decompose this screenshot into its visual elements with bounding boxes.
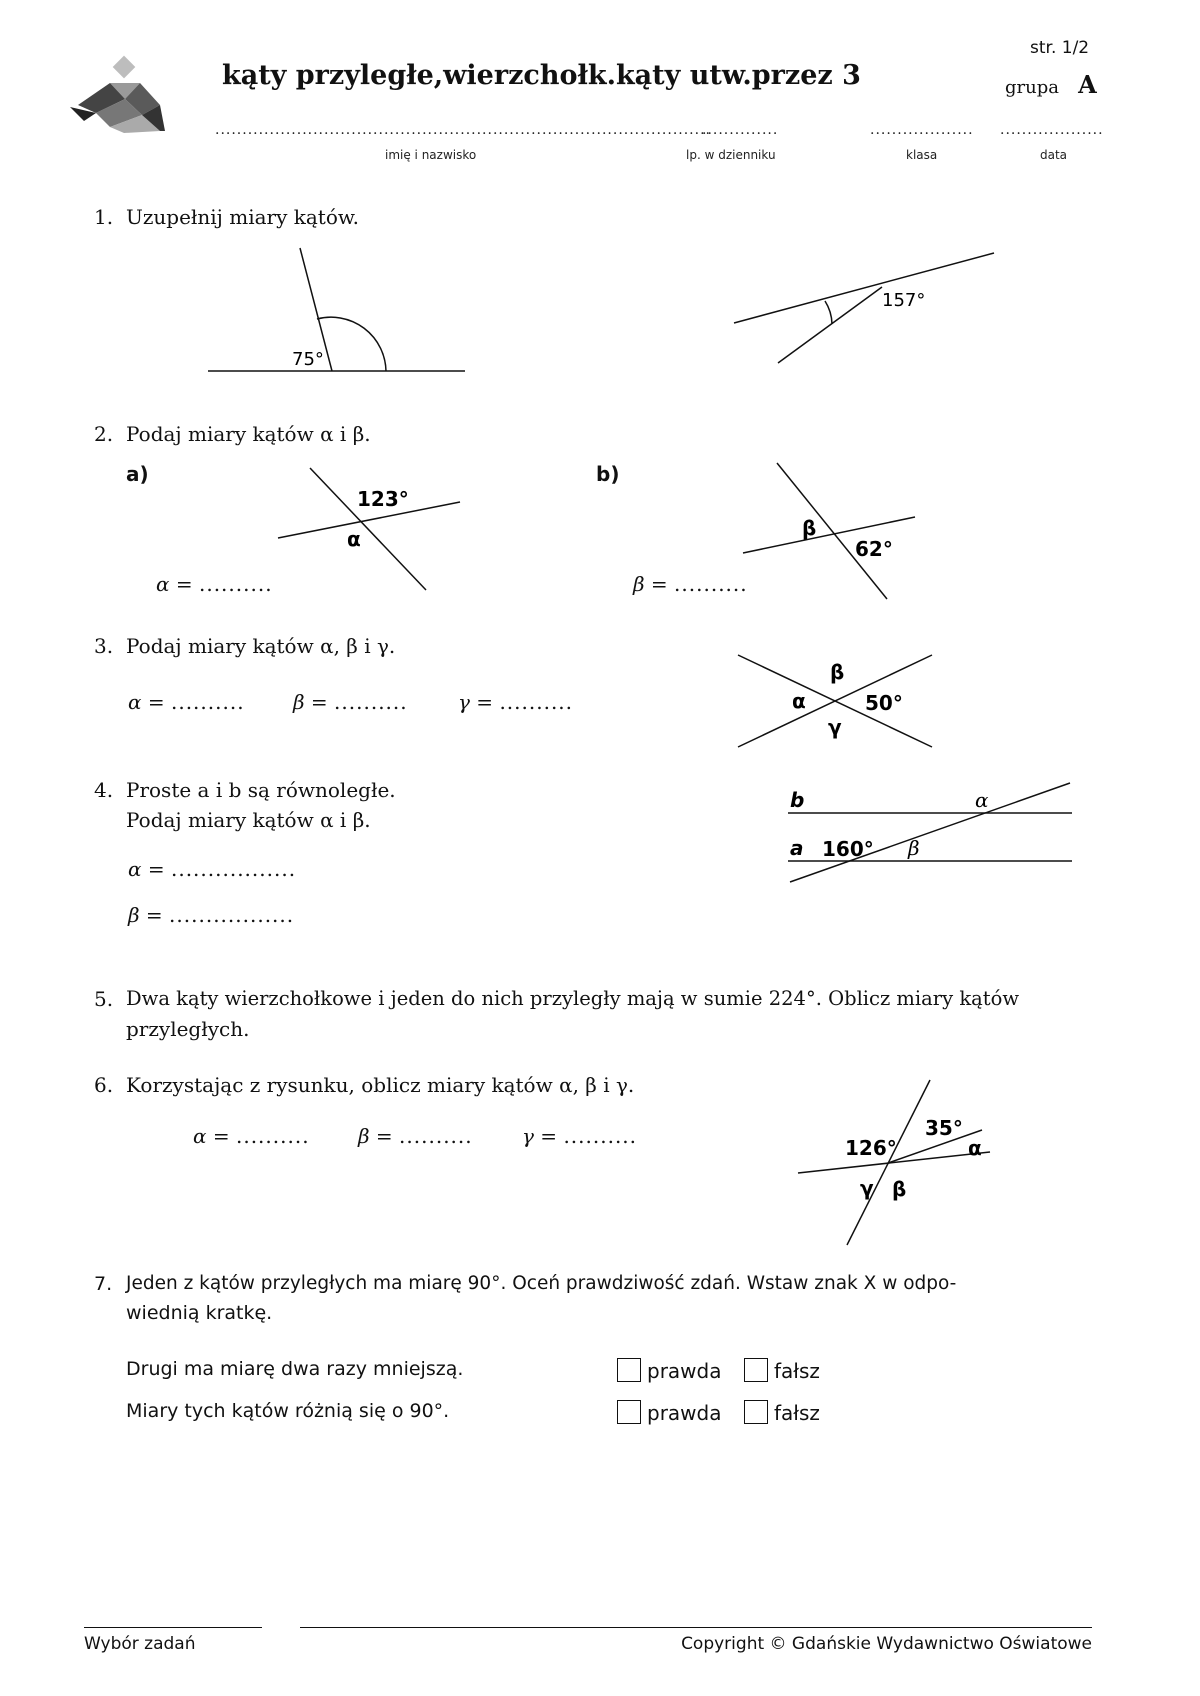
q7-text-line1: Jeden z kątów przyległych ma miarę 90°. Oceń prawdziwość zdań. Wstaw znak X w odpo- — [126, 1273, 957, 1294]
q4-alpha-blank[interactable]: ................. — [170, 857, 297, 881]
q6-alpha-eq: α = — [193, 1124, 236, 1148]
q4-alpha-symbol: α — [975, 788, 989, 812]
q2-part-b: b) — [596, 462, 620, 486]
q2-alpha-answer — [156, 572, 273, 596]
q7-s2-true-label: prawda — [647, 1401, 722, 1425]
q7-statement-2-false[interactable] — [744, 1400, 820, 1425]
q1-angle-157-label: 157° — [882, 290, 926, 311]
publisher-logo — [70, 55, 180, 145]
q6-alpha-blank[interactable]: .......... — [235, 1124, 310, 1148]
footer-rule-right — [300, 1627, 1092, 1628]
class-field-dots[interactable]: ................... — [870, 122, 974, 138]
q7-number: 7. — [94, 1273, 113, 1295]
q2-beta-answer — [633, 572, 748, 596]
q3-angle-label: 50° — [865, 691, 903, 715]
q6-alpha-symbol: α — [968, 1136, 982, 1160]
q7-statement-1-false[interactable] — [744, 1358, 820, 1383]
q4-beta-symbol: β — [908, 836, 920, 860]
q7-s2-false-label: fałsz — [774, 1401, 820, 1425]
q3-alpha-eq: α = — [128, 690, 171, 714]
q2-number: 2. — [94, 422, 114, 446]
q1-number: 1. — [94, 205, 114, 229]
q2-alpha-blank[interactable]: .......... — [198, 572, 273, 596]
q3-gamma-eq: γ = — [458, 690, 500, 714]
q7-s1-true-checkbox[interactable] — [617, 1358, 641, 1382]
q4-figure — [780, 775, 1080, 890]
q5-text-line1: Dwa kąty wierzchołkowe i jeden do nich przyległy mają w sumie 224°. Oblicz miary kątów — [126, 987, 1020, 1010]
q6-beta-symbol: β — [892, 1177, 907, 1201]
q3-figure — [730, 645, 940, 755]
q6-gamma-answer — [522, 1124, 637, 1148]
q3-gamma-answer — [458, 690, 573, 714]
group-value: A — [1078, 70, 1097, 99]
q7-statement-1-true[interactable] — [617, 1358, 721, 1383]
q6-figure — [790, 1075, 1000, 1250]
q6-beta-answer — [358, 1124, 473, 1148]
q6-gamma-blank[interactable]: .......... — [563, 1124, 638, 1148]
q3-beta-eq: β = — [293, 690, 335, 714]
q2a-alpha-symbol: α — [347, 527, 361, 551]
q7-s2-false-checkbox[interactable] — [744, 1400, 768, 1424]
q7-statement-2: Miary tych kątów różnią się o 90°. — [126, 1400, 450, 1422]
q3-alpha-answer — [128, 690, 245, 714]
q4-beta-eq: β = — [128, 903, 170, 927]
q7-statement-2-true[interactable] — [617, 1400, 721, 1425]
q3-beta-blank[interactable]: .......... — [334, 690, 408, 714]
q3-gamma-symbol: γ — [828, 715, 842, 739]
group-label — [1005, 70, 1097, 99]
q5-number: 5. — [94, 987, 114, 1011]
q1-angle-75-label: 75° — [292, 349, 324, 370]
q6-beta-eq: β = — [358, 1124, 400, 1148]
q2-alpha-eq: α = — [156, 572, 199, 596]
q6-beta-blank[interactable]: .......... — [399, 1124, 473, 1148]
q4-line-b-label: b — [790, 788, 805, 812]
q7-statement-1: Drugi ma miarę dwa razy mniejszą. — [126, 1358, 464, 1380]
q3-beta-answer — [293, 690, 408, 714]
q4-text-line1: Proste a i b są równoległe. — [126, 778, 396, 802]
q6-number: 6. — [94, 1073, 114, 1097]
q3-text: Podaj miary kątów α, β i γ. — [126, 634, 396, 658]
q2-beta-eq: β = — [633, 572, 675, 596]
q2-part-a: a) — [126, 462, 149, 486]
q6-gamma-symbol: γ — [860, 1176, 874, 1200]
q6-text: Korzystając z rysunku, oblicz miary kątów α, β i γ. — [126, 1073, 635, 1097]
q7-s1-false-label: fałsz — [774, 1359, 820, 1383]
q4-beta-answer — [128, 903, 294, 927]
q6-angle-35-label: 35° — [925, 1116, 963, 1140]
q2a-angle-label: 123° — [357, 487, 409, 511]
q2-text: Podaj miary kątów α i β. — [126, 422, 371, 446]
label-name: imię i nazwisko — [385, 148, 477, 162]
q4-text-line2: Podaj miary kątów α i β. — [126, 808, 371, 832]
name-field-dots[interactable]: ........................................................................................... — [215, 122, 711, 138]
q6-alpha-answer — [193, 1124, 310, 1148]
q2b-beta-symbol: β — [802, 516, 817, 540]
q7-s1-true-label: prawda — [647, 1359, 722, 1383]
q4-beta-blank[interactable]: ................. — [169, 903, 295, 927]
q3-beta-symbol: β — [830, 660, 845, 684]
footer-left-text: Wybór zadań — [84, 1634, 196, 1654]
q2-figure-a — [270, 460, 470, 595]
label-class: klasa — [906, 148, 938, 162]
q4-alpha-answer — [128, 857, 296, 881]
q3-gamma-blank[interactable]: .......... — [499, 690, 574, 714]
group-label-text: grupa — [1005, 77, 1059, 98]
page-number: str. 1/2 — [1030, 38, 1090, 58]
footer-copyright: Copyright © Gdańskie Wydawnictwo Oświatowe — [681, 1634, 1092, 1654]
q7-s2-true-checkbox[interactable] — [617, 1400, 641, 1424]
q6-gamma-eq: γ = — [522, 1124, 564, 1148]
q7-s1-false-checkbox[interactable] — [744, 1358, 768, 1382]
q4-number: 4. — [94, 778, 114, 802]
q2-beta-blank[interactable]: .......... — [674, 572, 748, 596]
label-date: data — [1040, 148, 1068, 162]
q1-text: Uzupełnij miary kątów. — [126, 205, 359, 229]
q2b-angle-label: 62° — [855, 537, 893, 561]
q7-text-line2: wiednią kratkę. — [126, 1302, 273, 1324]
q3-alpha-blank[interactable]: .......... — [170, 690, 245, 714]
q5-text-line2: przyległych. — [126, 1017, 250, 1041]
q4-line-a-label: a — [790, 836, 804, 860]
page-title: kąty przyległe,wierzchołk.kąty utw.przez 3 — [222, 60, 861, 91]
q4-alpha-eq: α = — [128, 857, 171, 881]
q1-figure-2 — [730, 245, 1010, 370]
q4-angle-label: 160° — [822, 837, 874, 861]
q2-figure-b — [735, 455, 925, 605]
q3-number: 3. — [94, 634, 114, 658]
q1-figure-1 — [200, 240, 480, 380]
number-field-dots[interactable]: .............. — [702, 122, 779, 138]
footer-rule-left — [84, 1627, 262, 1628]
label-number: lp. w dzienniku — [686, 148, 776, 162]
date-field-dots[interactable]: ................... — [1000, 122, 1104, 138]
q6-angle-126-label: 126° — [845, 1136, 897, 1160]
q3-alpha-symbol: α — [792, 689, 806, 713]
